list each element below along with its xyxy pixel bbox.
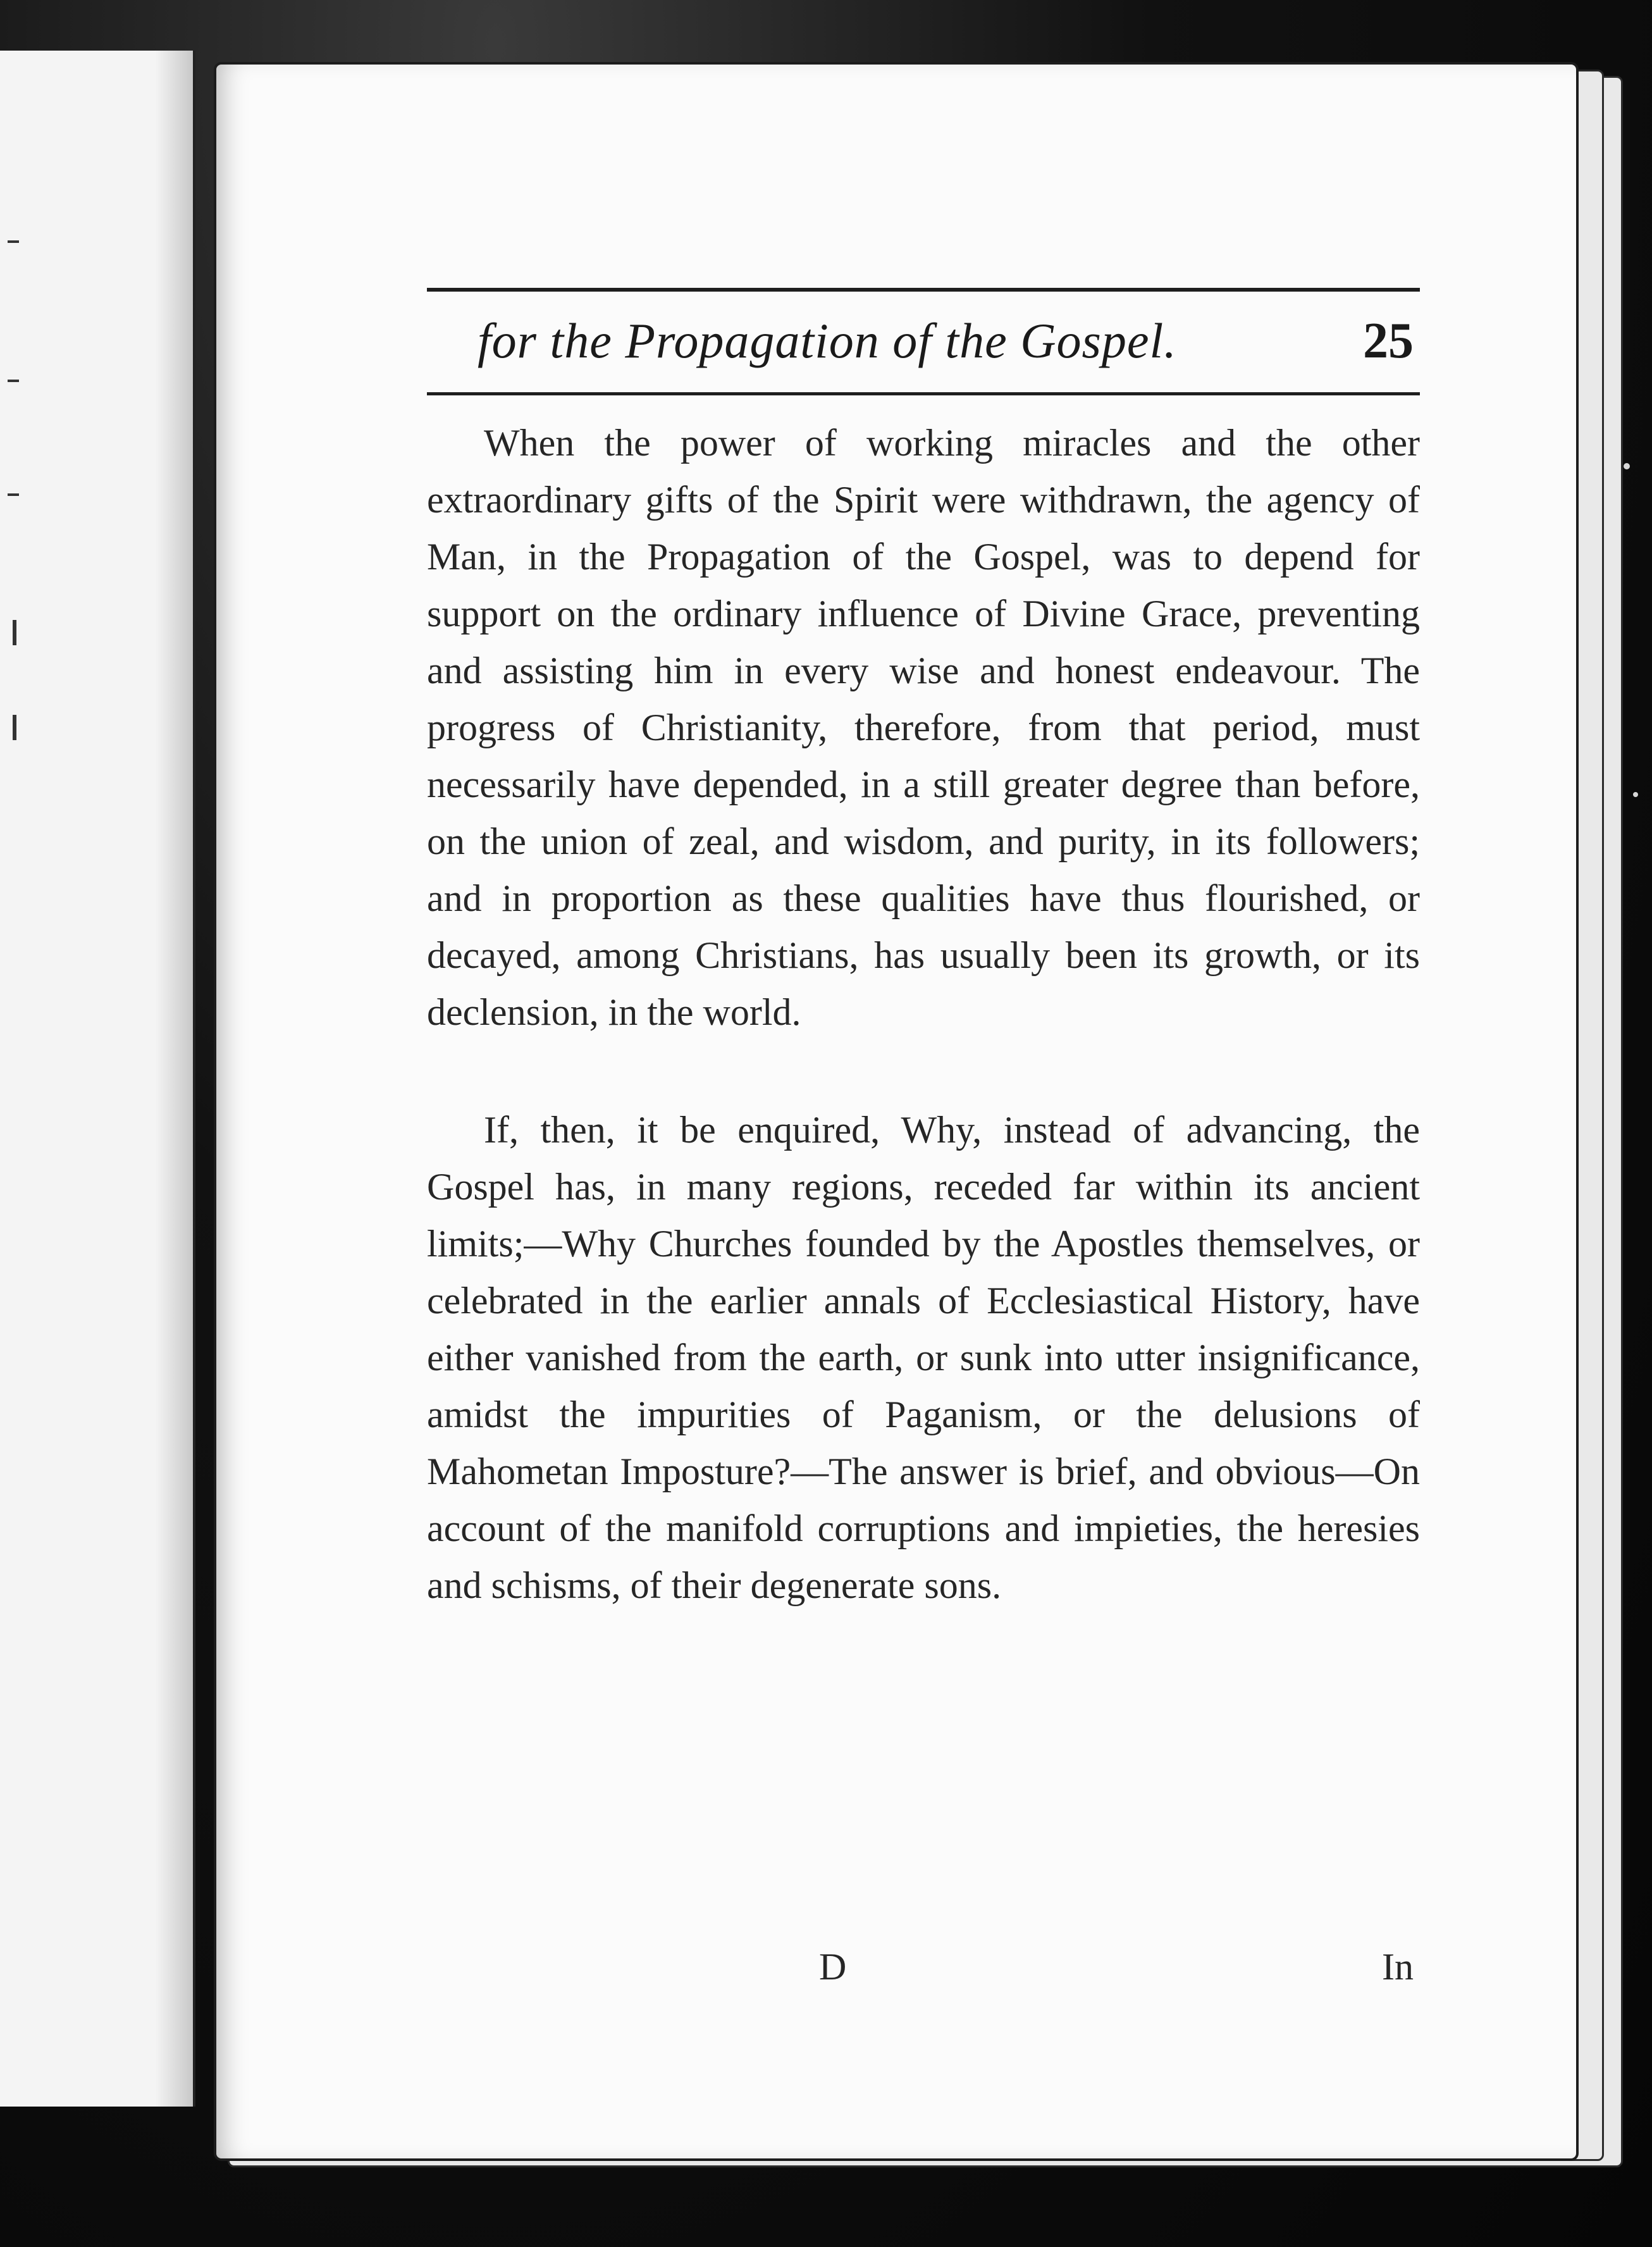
header-rule-top <box>427 288 1420 292</box>
page-number: 25 <box>1363 313 1414 369</box>
edge-mark <box>13 620 16 645</box>
signature-mark: D <box>819 1946 847 1988</box>
catchword: In <box>1382 1946 1414 1988</box>
paragraph: When the power of working miracles and the other extraordinary gifts of the Spirit were withdrawn, the agency of Man, in the Propagation of the Gospel, was to depend for support on the ordinary influence of Divine Grace, preventing and assisting him in every wise and honest endeavour. The progress of Christianity, therefore, from that period, must necessarily have depended, in a still greater degree than before, on the union of zeal, and wisdom, and purity, in its followers; and in proportion as these qualities have thus flourished, or decayed, among Christians, has usually been its growth, or its declension, in the world. <box>427 422 1420 1033</box>
edge-mark <box>13 715 16 740</box>
speck <box>1624 463 1630 469</box>
spine-shadow <box>155 51 193 2107</box>
running-header <box>427 304 1420 386</box>
body-text <box>427 414 1420 1614</box>
header-rule-bottom <box>427 392 1420 395</box>
edge-mark <box>8 380 19 382</box>
edge-mark <box>8 493 19 496</box>
paragraph: If, then, it be enquired, Why, instead of advancing, the Gospel has, in many regions, receded far within its ancient limits;—Why Churches founded by the Apostles themselves, or celebrated in the earlier annals of Ecclesiastical History, have either vanished from the earth, or sunk into utter insignificance, amidst the impurities of Paganism, or the delusions of Mahometan Imposture?—The answer is brief, and obvious—On account of the manifold corruptions and impieties, the heresies and schisms, of their degenerate sons. <box>427 1109 1420 1606</box>
left-facing-page <box>0 51 195 2107</box>
running-title: for the Propagation of the Gospel. <box>478 313 1177 368</box>
speck <box>1633 792 1638 797</box>
edge-mark <box>8 240 19 243</box>
